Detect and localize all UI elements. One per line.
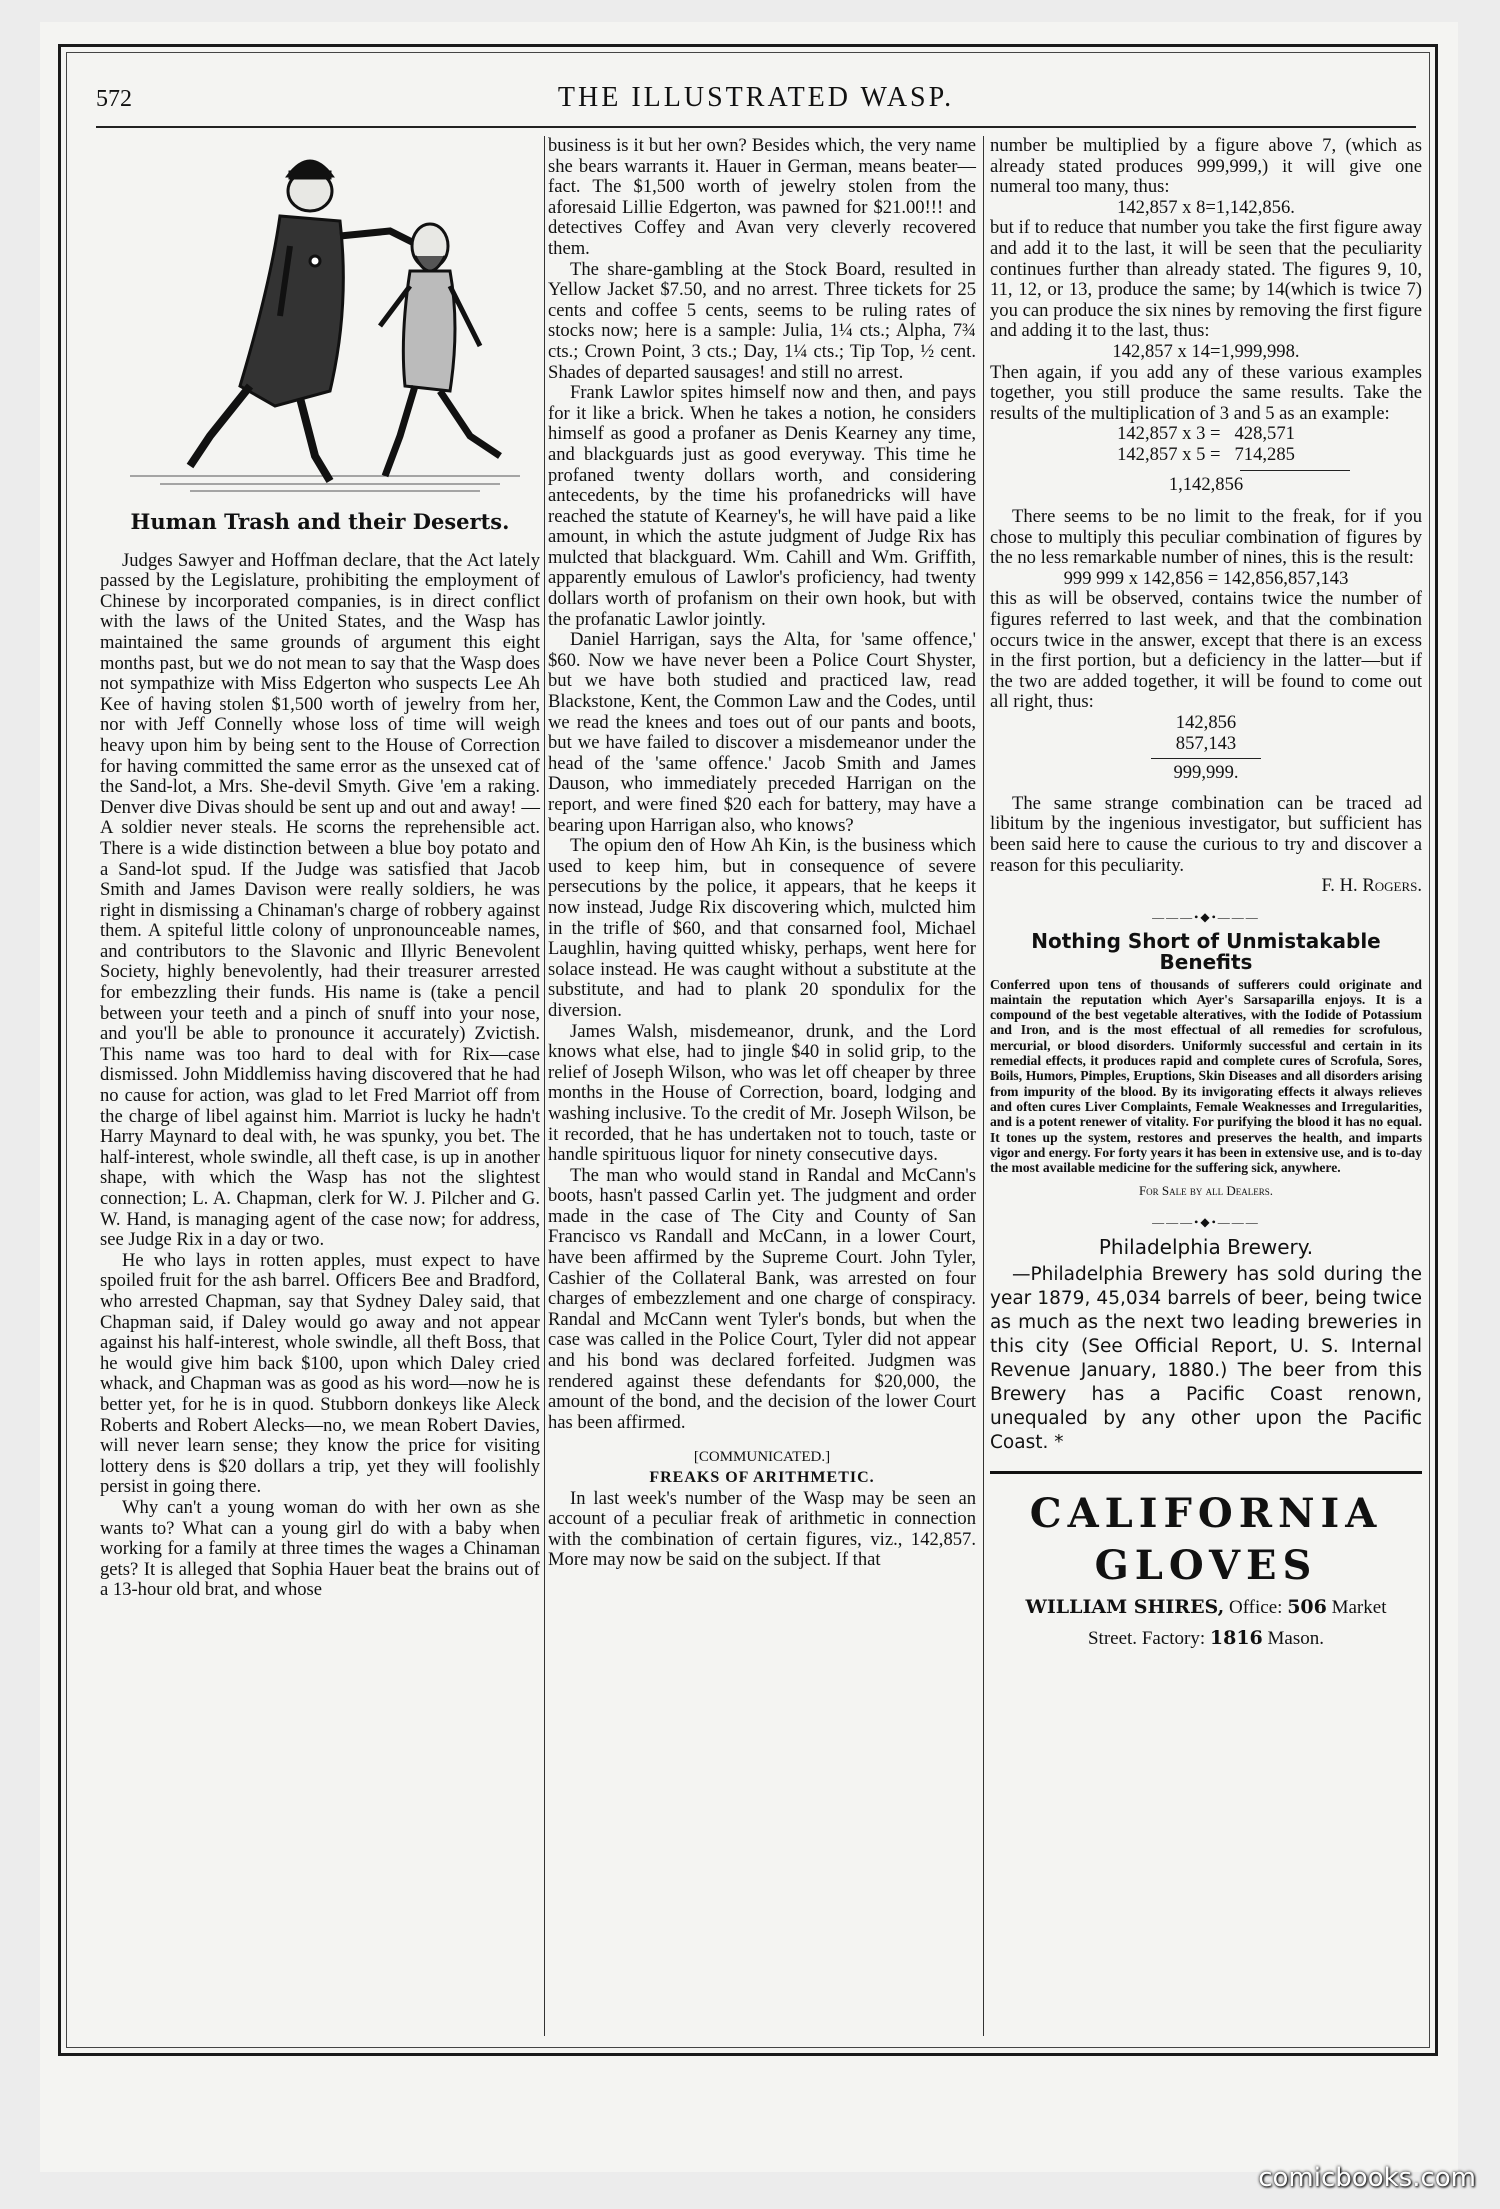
sum-rule bbox=[1151, 758, 1261, 759]
article-paragraph: but if to reduce that number you take the first figure away and add it to the last, it will be seen that the peculiarity continues further than already stated. The figures 9, 10, 11, 12, or 13, produce the same; by 14(which is twice 7) you can produce the six nines by removing the first figure and adding it to the last, thus: bbox=[990, 217, 1422, 342]
column-1 bbox=[100, 136, 540, 1601]
calculation: 142,857 x 8=1,142,856. bbox=[1117, 196, 1295, 218]
author-signature: F. H. Rogers. bbox=[1321, 875, 1422, 897]
glove-ad-address: WILLIAM SHIRES, Office: 506 Market Street. Factory: 1816 Mason. bbox=[1025, 1596, 1387, 1650]
calculation: 142,857 x 14=1,999,998. bbox=[1112, 340, 1300, 362]
column-3 bbox=[990, 136, 1422, 1654]
calculation: 142,857 x 5 = 714,285 bbox=[1117, 443, 1295, 465]
communicated-label: [COMMUNICATED.] bbox=[693, 1449, 831, 1466]
header-rule bbox=[96, 126, 1416, 128]
column-2 bbox=[548, 136, 976, 1571]
page-header bbox=[96, 82, 1416, 122]
article-paragraph: this as will be observed, contains twice the number of figures referred to last week, and that the combination occurs twice in the answer, except that there is an excess in the first portion, but a deficiency in the latter—but if the two are added together, it will be found to come out all right, thus: bbox=[990, 588, 1422, 713]
article-paragraph: business is it but her own? Besides which, the very name she bears warrants it. Hauer in German, means beater—fact. The $1,500 worth of jewelry stolen from the aforesaid Lillie Edgerton, was pawned for $21.00!!! and detectives Coffey and Avan very cleverly recovered them. bbox=[548, 135, 976, 259]
brewery-ad-body: —Philadelphia Brewery has sold during the year 1879, 45,034 barrels of beer, being twice as much as the next two leading breweries in this city (See Official Report, U. S. Internal Revenue January, 1880.) The beer from this Brewery has a Pacific Coast renown, unequaled by any other upon the Pacific Coast. * bbox=[990, 1264, 1422, 1454]
ayers-ad-title: Nothing Short of Unmistakable Benefits bbox=[1031, 929, 1381, 974]
column-rule-2 bbox=[983, 136, 984, 2036]
watermark: comicbooks.com bbox=[1258, 2163, 1476, 2193]
glove-ad-line-2: GLOVES bbox=[1094, 1542, 1318, 1590]
ornament-divider: ———•◆•——— bbox=[1152, 909, 1260, 924]
article-paragraph: Why can't a young woman do with her own as she wants to? What can a young girl do with a baby when working for a family at three times the wages a Chinaman gets? It is alleged that Sophia Hauer beat the brains out of a 13-hour old brat, and whose bbox=[100, 1496, 540, 1601]
ayers-ad-body: Conferred upon tens of thousands of sufferers could originate and maintain the reputation which Ayer's Sarsaparilla enjoys. It is a compound of the best vegetable alteratives, with the Iodide of Potassium and Iron, and is the most effectual of all remedies for scrofulous, mercurial, or blood disorders. Uniformly successful and certain in its remedial effects, it produces rapid and complete cures of Scrofula, Sores, Boils, Humors, Pimples, Eruptions, Skin Diseases and all disorders arising from impurity of the blood. By its invigorating effects it always relieves and often cures Liver Complaints, Female Weaknesses and Irregularities, and is a potent renewer of vitality. For purifying the blood it has no equal. It tones up the system, restores and preserves the health, and imparts vigor and energy. For forty years it has been in extensive use, and is to-day the most available medicine for the suffering sick, anywhere. bbox=[990, 976, 1422, 1176]
ornament-divider: ———•◆•——— bbox=[1152, 1215, 1260, 1230]
brewery-ad-title: Philadelphia Brewery. bbox=[1098, 1234, 1314, 1259]
article-paragraph: Then again, if you add any of these various examples together, you still produce the same results. Take the results of the multiplication of 3 and 5 as an example: bbox=[990, 361, 1422, 424]
article-paragraph: There seems to be no limit to the freak, for if you chose to multiply this peculiar combination of figures by the no less remarkable number of nines, this is the result: bbox=[990, 506, 1422, 569]
article-paragraph: Frank Lawlor spites himself now and then, and pays for it like a brick. When he takes a notion, he considers himself as good a profaner as Denis Kearney any time, and blackguards just as good everyway. This time he profaned twenty dollars worth, and considering antecedents, by the time his profanedricks will have reached the statute of Kearney's, he will have paid a like amount, in which the astute judgment of Judge Rix has mulcted that blackguard. Wm. Cahill and Wm. Griffith, apparently emulous of Lawlor's proficiency, had twenty dollars worth of profanism on their own hook, but with the profanatic Lawlor jointly. bbox=[548, 382, 976, 630]
cartoon-illustration bbox=[100, 136, 540, 506]
article-paragraph: He who lays in rotten apples, must expect to have spoiled fruit for the ash barrel. Officers Bee and Bradford, who arrested Chapman, say that Sydney Daley said, that Chapman said, if Daley would go away and not appear against his half-interest, whole swindle, all theft Boss, that he would give him back $100, upon which Daley cried whack, and Chapman was as good as his word—now he is better yet, for he is in quod. Stubborn donkeys like Aleck Roberts and Robert Alecks—no, we mean Robert Davies, will never learn sense; they know the price for visiting lottery dens is $20 dollars a trip, yet they will foolishly persist in going there. bbox=[100, 1249, 540, 1498]
page-number: 572 bbox=[96, 86, 132, 112]
article-paragraph: The man who would stand in Randal and McCann's boots, hasn't passed Carlin yet. The judgment and order made in the case of The City and County of San Francisco vs Randall and McCann, in a lower Court, have been affirmed by the Supreme Court. John Tyler, Cashier of the Collateral Bank, was arrested on four charges of embezzlement and one charge of conspiracy. Randal and McCann went Tyler's bonds, but when the case was called in the Police Court, Tyler did not appear and his bond was declared forfeited. Judgmen was rendered against these defendants for $20,000, the amount of the bond, and the decision of the lower Court has been affirmed. bbox=[548, 1164, 976, 1433]
glove-ad-line-1: CALIFORNIA bbox=[1029, 1490, 1383, 1538]
calculation: 142,857 x 3 = 428,571 bbox=[1117, 423, 1295, 445]
calculation: 1,142,856 bbox=[1168, 473, 1244, 495]
ayers-ad-footer: For Sale by all Dealers. bbox=[1138, 1183, 1274, 1199]
glove-ad bbox=[990, 1471, 1422, 1654]
article-paragraph: The same strange combination can be traced ad libitum by the ingenious investigator, but sufficient has been said here to cause the curious to try and discover a reason for this peculiarity. bbox=[990, 792, 1422, 876]
masthead: THE ILLUSTRATED WASP. bbox=[557, 82, 955, 113]
glove-ad-name: WILLIAM SHIRES, bbox=[1025, 1596, 1225, 1619]
arithmetic-article-title: FREAKS OF ARITHMETIC. bbox=[649, 1469, 875, 1486]
article-paragraph: The share-gambling at the Stock Board, resulted in Yellow Jacket $7.50, and no arrest. Three tickets for 25 cents and coffee 5 cents, seems to be ruling rates of stocks now; here is a sample: Julia, 1¼ cts.; Alpha, 7¾ cts.; Crown Point, 3 cts.; Day, 1¼ cts.; Tip Top, ½ cent. Shades of departed sausages! and still no arrest. bbox=[548, 258, 976, 383]
sum-rule bbox=[1240, 470, 1350, 471]
article-paragraph: number be multiplied by a figure above 7, (which as already stated produces 999,999,) it will give one numeral too many, thus: bbox=[990, 135, 1422, 198]
calculation: 142,856 bbox=[1175, 712, 1237, 734]
calculation: 999,999. bbox=[1173, 762, 1239, 784]
article-paragraph: Judges Sawyer and Hoffman declare, that the Act lately passed by the Legislature, prohibiting the employment of Chinese by incorporated companies, is in direct conflict with the laws of the United States, and the Wasp has maintained the same grounds of argument this eight months past, but we do not mean to say that the Wasp does not sympathize with Miss Edgerton who suspects Lee Ah Kee of having stolen $1,500 worth of jewelry from her, nor with Jeff Connelly whose loss of time will weigh heavy upon him by being sent to the House of Correction for having committed the same error as the unsexed cat of the Sand-lot, a Mrs. She-devil Smyth. Give 'em a raking. Denver dive Divas should be sent up and out and away! —A soldier never steals. He scorns the reprehensible act. There is a wide distinction between a blue boy potato and a Sand-lot spud. If the Judge was satisfied that Jacob Smith and James Davison were really soldiers, he was right in dismissing a Chinaman's charge of robbery against them. A spiteful little colony of unpronounceable names, and contributors to the Slavonic and Illyric Benevolent Society, highly benevolently, had their treasurer arrested for embezzling their funds. His name is (take a pencil between your teeth and a pinch of snuff into your nose, and you'll be able to pronounce it accurately) Zvictish. This name was too hard to deal with for Rix—case dismissed. John Middlemiss having discovered that he had no cause for action, was glad to let Fred Marriot off from the charge of libel against him. Marriot is lucky he hadn't Harry Maynard to deal with, he was spunky, you bet. The half-interest, whole swindle, all theft case, is up in another shape, with which the Wasp has not the slightest connection; L. A. Chapman, clerk for W. J. Pilcher and G. W. Hand, is managing agent of the case now; for address, see Judge Rix in a day or two. bbox=[100, 549, 540, 1251]
article-paragraph: Daniel Harrigan, says the Alta, for 'same offence,' $60. Now we have never been a Police Court Shyster, but we have both studied and practiced law, read Blackstone, Kent, the Common Law and the Codes, until we read the knees and toes out of our pants and boots, but we have failed to discover a misdemeanor under the head of the 'same offence.' Jacob Smith and James Dauson, who immediately preceded Harrigan on the report, and were fined $20 each for battery, may have a bearing upon Harrigan also, who knows? bbox=[548, 629, 976, 836]
column-rule-1 bbox=[544, 136, 545, 2036]
article-paragraph: The opium den of How Ah Kin, is the business which used to keep him, but in consequence of severe persecutions by the police, it appears, that he keeps it now instead, Judge Rix discovering which, mulcted him in the trifle of $60, and that consarned fool, Michael Laughlin, having quitted whisky, perhaps, went here for solace instead. He was caught without a substitute at the substitute, and had to plank 20 spondulix for the diversion. bbox=[548, 835, 976, 1021]
cartoon-caption: Human Trash and their Deserts. bbox=[130, 509, 510, 534]
calculation: 999 999 x 142,856 = 142,856,857,143 bbox=[1063, 567, 1349, 589]
article-paragraph: In last week's number of the Wasp may be seen an account of a peculiar freak of arithmetic in connection with the combination of certain figures, viz., 142,857. More may now be said on the subject. If that bbox=[548, 1487, 976, 1571]
calculation: 857,143 bbox=[1175, 732, 1237, 754]
article-paragraph: James Walsh, misdemeanor, drunk, and the Lord knows what else, had to jingle $40 in solid grip, to the relief of Joseph Wilson, who was let off cheaper by three months in the House of Correction, board, lodging and washing inclusive. To the credit of Mr. Joseph Wilson, be it recorded, that he has undertaken not to touch, taste or handle spirituous liquor for ninety consecutive days. bbox=[548, 1020, 976, 1166]
